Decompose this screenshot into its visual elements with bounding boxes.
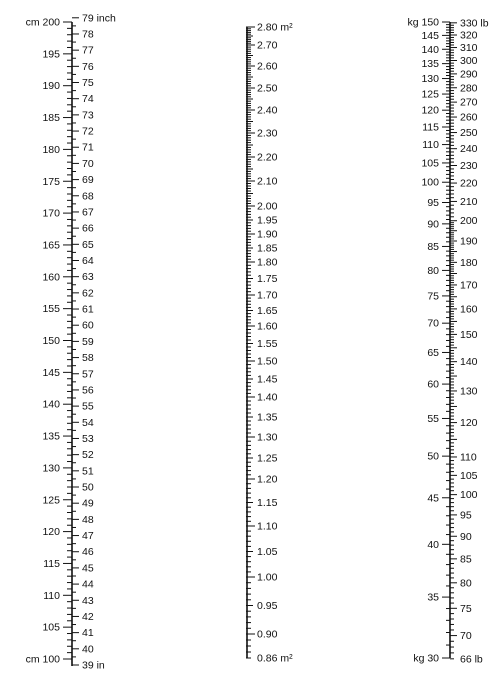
weight-lb-label: 150 — [460, 328, 478, 341]
height-cm-label: 175 — [42, 175, 60, 188]
weight-lb-label: 160 — [460, 303, 478, 316]
height-cm-labels — [26, 17, 72, 666]
height-inch-labels — [72, 12, 116, 671]
height-inch-label: 51 — [82, 465, 94, 478]
weight-lb-label: 240 — [460, 143, 478, 156]
height-inch-label: 77 — [82, 44, 94, 57]
weight-lb-label: 270 — [460, 96, 478, 109]
height-inch-label: 64 — [82, 254, 94, 267]
weight-lb-label: 140 — [460, 356, 478, 369]
height-inch-label: 71 — [82, 141, 94, 154]
height-inch-label: 61 — [82, 303, 94, 316]
weight-kg-label: 45 — [427, 492, 439, 505]
bsa-label: 1.05 — [257, 546, 278, 558]
height-cm-label: 150 — [42, 335, 60, 347]
weight-kg-label: 65 — [427, 346, 439, 359]
weight-lb-label: 190 — [460, 235, 478, 248]
weight-lb-label: 280 — [460, 82, 478, 95]
weight-lb-label: 290 — [460, 68, 478, 81]
weight-kg-labels — [407, 17, 450, 665]
bsa-label: 2.40 — [257, 104, 278, 117]
weight-lb-label: 170 — [460, 279, 478, 292]
height-inch-label: 66 — [82, 222, 94, 235]
height-inch-label: 41 — [82, 627, 94, 640]
height-inch-label: 67 — [82, 206, 94, 219]
weight-kg-label: 100 — [421, 176, 439, 189]
height-inch-label: 73 — [82, 109, 94, 122]
height-inch-label: 49 — [82, 497, 94, 510]
weight-lb-label: 220 — [460, 177, 478, 190]
weight-lb-labels — [450, 17, 489, 665]
bsa-labels — [246, 22, 293, 665]
height-cm-label: 155 — [42, 303, 60, 316]
weight-kg-label: 140 — [421, 43, 439, 56]
height-inch-label: 70 — [82, 157, 94, 170]
height-inch-label: 56 — [82, 384, 94, 397]
weight-lb-label: 105 — [460, 469, 478, 482]
height-cm-label: 180 — [42, 143, 60, 156]
weight-lb-label: 180 — [460, 256, 478, 269]
height-inch-label: 74 — [82, 93, 94, 106]
bsa-label: 1.00 — [257, 571, 278, 584]
weight-kg-label: 55 — [427, 412, 439, 425]
bsa-label: 1.25 — [257, 452, 278, 465]
weight-lb-label: 70 — [460, 630, 472, 643]
bsa-label: 1.45 — [257, 373, 278, 386]
bsa-label: 0.86 m² — [257, 652, 293, 665]
bsa-label: 2.10 — [257, 175, 278, 188]
weight-lb-label: 250 — [460, 127, 478, 140]
height-inch-label: 40 — [82, 643, 94, 656]
weight-kg-label: 60 — [427, 378, 439, 391]
weight-kg-label: 35 — [427, 591, 439, 604]
bsa-label: 1.40 — [257, 391, 278, 404]
weight-kg-label: 125 — [421, 88, 439, 101]
height-cm-label: 130 — [42, 462, 60, 475]
weight-lb-label: 320 — [460, 29, 478, 42]
bsa-label: 1.80 — [257, 256, 278, 269]
height-inch-label: 58 — [82, 352, 94, 365]
weight-lb-label: 100 — [460, 489, 478, 502]
weight-lb-label: 200 — [460, 215, 478, 228]
weight-kg-label: 135 — [421, 58, 439, 71]
bsa-label: 1.95 — [257, 214, 278, 227]
height-inch-label: 69 — [82, 174, 94, 187]
height-inch-label: 48 — [82, 513, 94, 526]
height-inch-label: 44 — [82, 578, 94, 591]
weight-kg-label: 80 — [427, 264, 439, 277]
bsa-label: 1.10 — [257, 520, 278, 533]
weight-lb-label: 260 — [460, 111, 478, 124]
height-cm-label: 125 — [42, 494, 60, 507]
weight-kg-label: 50 — [427, 450, 439, 463]
height-cm-label: 145 — [42, 366, 60, 379]
weight-kg-label: 130 — [421, 73, 439, 86]
weight-kg-label: 40 — [427, 538, 439, 551]
height-inch-label: 53 — [82, 432, 94, 445]
bsa-label: 1.55 — [257, 338, 278, 350]
weight-kg-label: 75 — [427, 290, 439, 303]
bsa-label: 1.35 — [257, 411, 278, 424]
bsa-label: 1.15 — [257, 497, 278, 509]
bsa-label: 1.50 — [257, 355, 278, 368]
height-cm-label: 190 — [42, 80, 60, 93]
bsa-label: 2.60 — [257, 60, 278, 73]
weight-kg-label: kg 30 — [413, 652, 439, 665]
weight-kg-label: 145 — [421, 29, 439, 42]
bsa-label: 0.90 — [257, 628, 278, 641]
bsa-label: 2.50 — [257, 82, 278, 95]
height-cm-label: 115 — [43, 557, 60, 570]
height-cm-label: 135 — [42, 430, 60, 443]
weight-lb-label: 120 — [460, 417, 478, 430]
weight-lb-label: 130 — [460, 385, 478, 398]
height-cm-label: 160 — [42, 271, 60, 284]
height-inch-label: 54 — [82, 416, 94, 429]
weight-kg-label: 110 — [422, 139, 439, 152]
height-inch-label: 72 — [82, 125, 94, 138]
bsa-label: 1.75 — [257, 273, 278, 285]
height-inch-label: 55 — [82, 400, 94, 413]
weight-kg-label: kg 150 — [407, 16, 439, 29]
weight-kg-label: 120 — [421, 104, 439, 117]
height-inch-label: 57 — [82, 368, 94, 381]
bsa-label: 2.00 — [257, 200, 278, 213]
weight-kg-label: 85 — [427, 240, 439, 253]
weight-kg-label: 70 — [427, 317, 439, 330]
weight-kg-label: 90 — [427, 218, 439, 231]
height-cm-label: 185 — [42, 112, 60, 125]
weight-lb-label: 230 — [460, 159, 478, 172]
bsa-label: 2.20 — [257, 151, 278, 164]
height-cm-label: 195 — [42, 48, 60, 61]
weight-lb-label: 300 — [460, 54, 478, 67]
weight-lb-label: 95 — [460, 509, 472, 522]
height-cm-label: 165 — [42, 239, 60, 252]
height-inch-label: 50 — [82, 481, 94, 494]
bsa-label: 1.90 — [257, 228, 278, 241]
weight-kg-label: 105 — [421, 157, 439, 170]
weight-lb-label: 90 — [460, 530, 472, 543]
height-inch-label: 45 — [82, 562, 94, 575]
bsa-label: 2.70 — [257, 39, 278, 52]
height-inch-label: 43 — [82, 594, 94, 607]
height-inch-label: 78 — [82, 28, 94, 41]
height-inch-label: 65 — [82, 238, 94, 251]
bsa-label: 1.20 — [257, 473, 278, 486]
bsa-label: 1.60 — [257, 320, 278, 333]
height-inch-label: 47 — [82, 530, 94, 543]
weight-lb-label: 110 — [460, 451, 477, 464]
weight-lb-label: 85 — [460, 553, 472, 566]
weight-lb-label: 210 — [460, 195, 478, 208]
height-inch-label: 42 — [82, 610, 94, 623]
height-inch-label: 52 — [82, 449, 94, 462]
height-inch-label: 46 — [82, 546, 94, 559]
weight-kg-label: 95 — [427, 196, 439, 209]
height-cm-label: 105 — [42, 621, 60, 634]
height-cm-label: 140 — [42, 398, 60, 411]
weight-lb-label: 66 lb — [460, 653, 483, 666]
weight-kg-label: 115 — [422, 121, 439, 134]
height-cm-label: cm 100 — [25, 653, 60, 666]
height-inch-label: 76 — [82, 60, 94, 73]
height-inch-label: 62 — [82, 287, 94, 300]
height-inch-label: 63 — [82, 271, 94, 284]
weight-lb-label: 80 — [460, 577, 472, 590]
height-inch-label: 39 in — [82, 659, 105, 672]
height-cm-label: cm 200 — [25, 16, 60, 29]
height-inch-label: 79 inch — [82, 12, 116, 25]
height-inch-label: 59 — [82, 335, 94, 348]
bsa-label: 2.80 m² — [257, 21, 293, 34]
weight-lb-label: 330 lb — [460, 17, 489, 30]
weight-lb-label: 310 — [460, 42, 478, 55]
bsa-label: 0.95 — [257, 600, 278, 612]
weight-lb-label: 75 — [460, 602, 472, 615]
height-inch-label: 60 — [82, 319, 94, 332]
bsa-label: 1.70 — [257, 289, 278, 302]
height-inch-label: 75 — [82, 77, 94, 90]
height-cm-label: 120 — [42, 526, 60, 539]
bsa-label: 1.30 — [257, 431, 278, 444]
height-cm-label: 170 — [42, 207, 60, 220]
bsa-label: 1.85 — [257, 242, 278, 255]
bsa-label: 2.30 — [257, 127, 278, 140]
bsa-label: 1.65 — [257, 305, 278, 317]
height-cm-label: 110 — [43, 589, 60, 602]
height-inch-label: 68 — [82, 190, 94, 203]
